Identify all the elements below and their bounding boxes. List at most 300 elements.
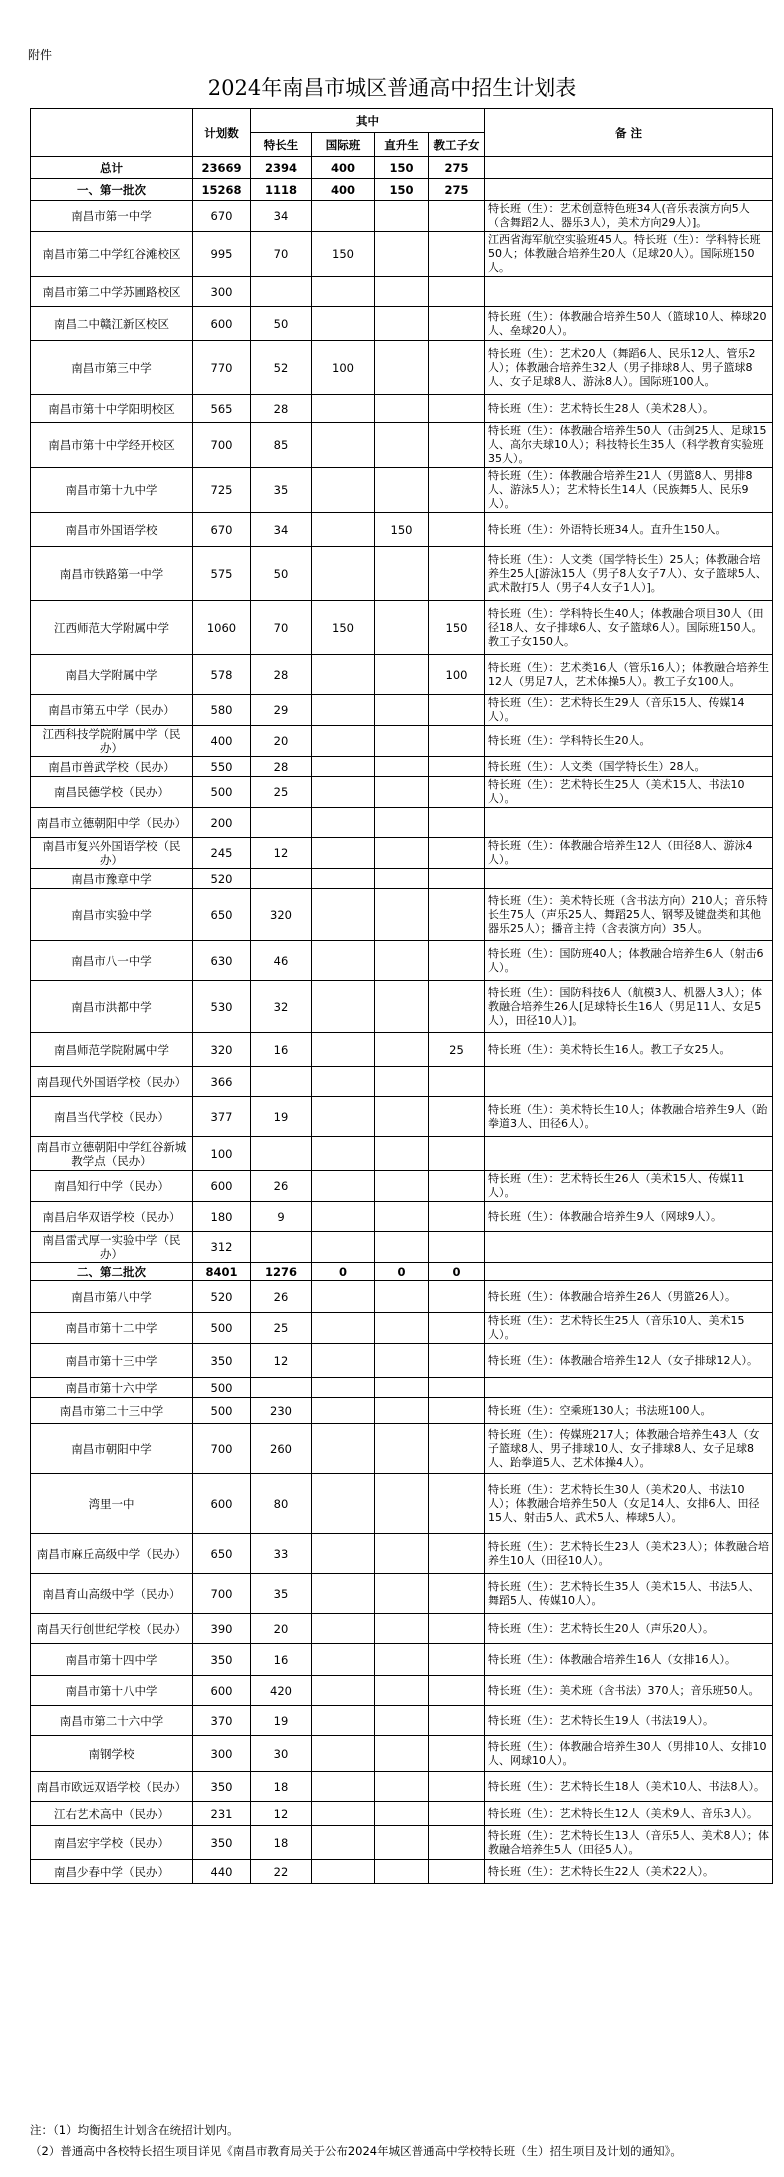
remark-cell: 特长班（生）：体教融合培养生12人（女子排球12人）。 — [485, 1344, 773, 1378]
table-row — [31, 1398, 773, 1424]
special-cell: 20 — [251, 726, 312, 757]
special-cell — [251, 869, 312, 889]
special-cell: 34 — [251, 201, 312, 232]
special-cell: 18 — [251, 1826, 312, 1860]
intl-cell: 0 — [312, 1263, 375, 1281]
school-name-cell: 江西科技学院附属中学（民办） — [31, 726, 193, 757]
direct-cell — [375, 423, 429, 468]
direct-cell — [375, 695, 429, 726]
school-name-cell: 南昌师范学院附属中学 — [31, 1033, 193, 1067]
direct-cell — [375, 1860, 429, 1884]
direct-cell — [375, 1137, 429, 1171]
remark-cell — [485, 1067, 773, 1097]
direct-cell — [375, 981, 429, 1033]
direct-cell — [375, 395, 429, 423]
intl-cell — [312, 757, 375, 777]
direct-cell — [375, 341, 429, 395]
plan-cell: 350 — [193, 1644, 251, 1676]
table-row — [31, 838, 773, 869]
school-name-cell: 南昌市第二中学苏圃路校区 — [31, 277, 193, 307]
plan-cell: 23669 — [193, 157, 251, 179]
worker-cell — [429, 1736, 485, 1772]
special-cell — [251, 1232, 312, 1263]
header-plan: 计划数 — [193, 109, 251, 157]
intl-cell — [312, 513, 375, 547]
direct-cell — [375, 1344, 429, 1378]
direct-cell — [375, 1644, 429, 1676]
worker-cell — [429, 1826, 485, 1860]
remark-cell: 特长班（生）：艺术特长生35人（美术15人、书法5人、舞蹈5人、传媒10人）。 — [485, 1574, 773, 1614]
direct-cell — [375, 201, 429, 232]
worker-cell — [429, 1398, 485, 1424]
intl-cell — [312, 468, 375, 513]
school-name-cell: 南昌天行创世纪学校（民办） — [31, 1614, 193, 1644]
worker-cell — [429, 808, 485, 838]
special-cell — [251, 1137, 312, 1171]
direct-cell — [375, 1281, 429, 1313]
intl-cell — [312, 1736, 375, 1772]
direct-cell — [375, 757, 429, 777]
special-cell: 9 — [251, 1202, 312, 1232]
special-cell: 26 — [251, 1171, 312, 1202]
special-cell: 22 — [251, 1860, 312, 1884]
direct-cell — [375, 1676, 429, 1706]
remark-cell: 特长班（生）：艺术特长生28人（美术28人）。 — [485, 395, 773, 423]
direct-cell: 0 — [375, 1263, 429, 1281]
special-cell: 46 — [251, 941, 312, 981]
page-title: 2024年南昌市城区普通高中招生计划表 — [207, 76, 577, 100]
special-cell: 18 — [251, 1772, 312, 1802]
intl-cell — [312, 1067, 375, 1097]
batch-row — [31, 179, 773, 201]
school-name-cell: 南昌市第十九中学 — [31, 468, 193, 513]
school-name-cell: 南昌雷式厚一实验中学（民办） — [31, 1232, 193, 1263]
direct-cell — [375, 1171, 429, 1202]
direct-cell — [375, 777, 429, 808]
school-name-cell: 南昌市朝阳中学 — [31, 1424, 193, 1474]
table-row — [31, 395, 773, 423]
special-cell: 28 — [251, 395, 312, 423]
footnote-2: （2）普通高中各校特长招生项目详见《南昌市教育局关于公布2024年城区普通高中学校特长班（生）招生项目及计划的通知》。 — [30, 2144, 682, 2158]
plan-cell: 600 — [193, 1676, 251, 1706]
worker-cell — [429, 777, 485, 808]
table-row — [31, 601, 773, 655]
special-cell: 320 — [251, 889, 312, 941]
direct-cell — [375, 468, 429, 513]
worker-cell: 150 — [429, 601, 485, 655]
plan-cell: 440 — [193, 1860, 251, 1884]
remark-cell: 特长班（生）：学科特长生40人；体教融合项目30人（田径18人、女子排球6人、女子篮球6人）。国际班150人。教工子女150人。 — [485, 601, 773, 655]
worker-cell — [429, 1614, 485, 1644]
school-name-cell: 南昌现代外国语学校（民办） — [31, 1067, 193, 1097]
intl-cell — [312, 547, 375, 601]
school-name-cell: 南昌市第一中学 — [31, 201, 193, 232]
plan-cell: 725 — [193, 468, 251, 513]
intl-cell — [312, 1378, 375, 1398]
special-cell: 80 — [251, 1474, 312, 1534]
intl-cell — [312, 655, 375, 695]
remark-cell — [485, 1232, 773, 1263]
special-cell: 420 — [251, 1676, 312, 1706]
table-row — [31, 1802, 773, 1826]
remark-cell: 特长班（生）：艺术特长生18人（美术10人、书法8人）。 — [485, 1772, 773, 1802]
worker-cell — [429, 1860, 485, 1884]
direct-cell — [375, 1736, 429, 1772]
school-name-cell: 南昌市第二十六中学 — [31, 1706, 193, 1736]
plan-cell: 700 — [193, 1574, 251, 1614]
remark-cell: 特长班（生）：国防科技6人（航模3人、机器人3人）；体教融合培养生26人[足球特长生16人（男足11人、女足5人），田径10人）]。 — [485, 981, 773, 1033]
intl-cell — [312, 1644, 375, 1676]
special-cell: 70 — [251, 232, 312, 277]
special-cell: 28 — [251, 655, 312, 695]
worker-cell — [429, 981, 485, 1033]
intl-cell — [312, 307, 375, 341]
plan-cell: 995 — [193, 232, 251, 277]
plan-cell: 312 — [193, 1232, 251, 1263]
worker-cell — [429, 1067, 485, 1097]
school-name-cell: 南昌市第五中学（民办） — [31, 695, 193, 726]
school-name-cell: 南昌市第十二中学 — [31, 1313, 193, 1344]
plan-cell: 565 — [193, 395, 251, 423]
remark-cell — [485, 1378, 773, 1398]
school-name-cell: 南昌市第十中学阳明校区 — [31, 395, 193, 423]
worker-cell — [429, 889, 485, 941]
table-row — [31, 232, 773, 277]
direct-cell: 150 — [375, 157, 429, 179]
worker-cell — [429, 1344, 485, 1378]
table-row — [31, 1614, 773, 1644]
table-row — [31, 941, 773, 981]
header-intl: 国际班 — [312, 133, 375, 157]
plan-cell: 600 — [193, 1171, 251, 1202]
remark-cell: 特长班（生）：艺术特长生13人（音乐5人、美术8人）；体教融合培养生5人（田径5人）。 — [485, 1826, 773, 1860]
plan-cell: 500 — [193, 1378, 251, 1398]
direct-cell — [375, 277, 429, 307]
plan-cell: 8401 — [193, 1263, 251, 1281]
special-cell: 52 — [251, 341, 312, 395]
remark-cell: 特长班（生）：美术班（含书法）370人；音乐班50人。 — [485, 1676, 773, 1706]
header-school — [31, 109, 193, 157]
table-row — [31, 1534, 773, 1574]
worker-cell — [429, 201, 485, 232]
table-row — [31, 307, 773, 341]
intl-cell — [312, 1826, 375, 1860]
remark-cell: 特长班（生）：体教融合培养生26人（男篮26人）。 — [485, 1281, 773, 1313]
school-name-cell: 南昌市豫章中学 — [31, 869, 193, 889]
plan-cell: 550 — [193, 757, 251, 777]
intl-cell: 150 — [312, 601, 375, 655]
special-cell: 1276 — [251, 1263, 312, 1281]
intl-cell — [312, 1772, 375, 1802]
table-row — [31, 695, 773, 726]
plan-cell: 630 — [193, 941, 251, 981]
intl-cell — [312, 869, 375, 889]
table-row — [31, 277, 773, 307]
table-row — [31, 808, 773, 838]
intl-cell — [312, 201, 375, 232]
plan-cell: 300 — [193, 277, 251, 307]
special-cell: 16 — [251, 1644, 312, 1676]
school-name-cell: 南昌启华双语学校（民办） — [31, 1202, 193, 1232]
intl-cell — [312, 889, 375, 941]
school-name-cell: 南昌市第十六中学 — [31, 1378, 193, 1398]
plan-cell: 770 — [193, 341, 251, 395]
direct-cell — [375, 1424, 429, 1474]
plan-cell: 390 — [193, 1614, 251, 1644]
special-cell: 12 — [251, 1344, 312, 1378]
worker-cell — [429, 1772, 485, 1802]
special-cell — [251, 277, 312, 307]
table-row — [31, 1644, 773, 1676]
worker-cell — [429, 1137, 485, 1171]
special-cell — [251, 808, 312, 838]
school-name-cell: 南昌市欧远双语学校（民办） — [31, 1772, 193, 1802]
direct-cell — [375, 1574, 429, 1614]
worker-cell — [429, 1474, 485, 1534]
table-row — [31, 1424, 773, 1474]
table-row — [31, 1378, 773, 1398]
worker-cell: 100 — [429, 655, 485, 695]
special-cell: 25 — [251, 777, 312, 808]
intl-cell — [312, 1398, 375, 1424]
table-row — [31, 1171, 773, 1202]
plan-cell: 500 — [193, 777, 251, 808]
worker-cell — [429, 1534, 485, 1574]
special-cell: 12 — [251, 838, 312, 869]
intl-cell: 400 — [312, 179, 375, 201]
direct-cell — [375, 869, 429, 889]
special-cell: 26 — [251, 1281, 312, 1313]
batch-row — [31, 1263, 773, 1281]
worker-cell — [429, 1644, 485, 1676]
remark-cell: 特长班（生）：艺术特长生30人（美术20人、书法10人）；体教融合培养生50人（女足14人、女排6人、田径15人、射击5人、武术5人、棒球5人）。 — [485, 1474, 773, 1534]
intl-cell — [312, 838, 375, 869]
table-row — [31, 981, 773, 1033]
school-name-cell: 南昌市麻丘高级中学（民办） — [31, 1534, 193, 1574]
remark-cell: 特长班（生）：美术特长班（含书法方向）210人；音乐特长生75人（声乐25人、舞蹈25人、钢琴及键盘类和其他器乐25人）；播音主持（含表演方向）35人。 — [485, 889, 773, 941]
special-cell: 33 — [251, 1534, 312, 1574]
plan-cell: 200 — [193, 808, 251, 838]
intl-cell — [312, 1802, 375, 1826]
intl-cell — [312, 695, 375, 726]
direct-cell — [375, 655, 429, 695]
school-name-cell: 南昌市实验中学 — [31, 889, 193, 941]
direct-cell: 150 — [375, 513, 429, 547]
intl-cell — [312, 1097, 375, 1137]
worker-cell — [429, 1378, 485, 1398]
direct-cell — [375, 307, 429, 341]
table-row — [31, 468, 773, 513]
remark-cell: 特长班（生）：体教融合培养生12人（田径8人、游泳4人）。 — [485, 838, 773, 869]
direct-cell — [375, 1033, 429, 1067]
worker-cell — [429, 277, 485, 307]
intl-cell — [312, 1313, 375, 1344]
school-name-cell: 南昌民德学校（民办） — [31, 777, 193, 808]
plan-cell: 370 — [193, 1706, 251, 1736]
direct-cell — [375, 1826, 429, 1860]
plan-cell: 366 — [193, 1067, 251, 1097]
total-row — [31, 157, 773, 179]
remark-cell: 特长班（生）：体教融合培养生21人（男篮8人、男排8人、游泳5人）；艺术特长生14人（民族舞5人、民乐9人）。 — [485, 468, 773, 513]
intl-cell — [312, 1534, 375, 1574]
intl-cell — [312, 395, 375, 423]
direct-cell — [375, 1772, 429, 1802]
footnote-1: 注：（1）均衡招生计划含在统招计划内。 — [30, 2123, 239, 2137]
table-row — [31, 777, 773, 808]
worker-cell — [429, 941, 485, 981]
remark-cell: 特长班（生）：艺术特长生20人（声乐20人）。 — [485, 1614, 773, 1644]
direct-cell — [375, 941, 429, 981]
plan-cell: 670 — [193, 513, 251, 547]
attachment-label: 附件 — [28, 48, 53, 62]
worker-cell — [429, 695, 485, 726]
worker-cell — [429, 1171, 485, 1202]
worker-cell — [429, 1424, 485, 1474]
school-name-cell: 南钢学校 — [31, 1736, 193, 1772]
plan-cell: 520 — [193, 1281, 251, 1313]
plan-cell: 670 — [193, 201, 251, 232]
table-row — [31, 1202, 773, 1232]
worker-cell — [429, 1706, 485, 1736]
header-special: 特长生 — [251, 133, 312, 157]
plan-cell: 100 — [193, 1137, 251, 1171]
school-name-cell: 南昌宏宇学校（民办） — [31, 1826, 193, 1860]
header-direct: 直升生 — [375, 133, 429, 157]
remark-cell: 特长班（生）：艺术特长生29人（音乐15人、传媒14人）。 — [485, 695, 773, 726]
intl-cell — [312, 1860, 375, 1884]
school-name-cell: 南昌市外国语学校 — [31, 513, 193, 547]
plan-cell: 180 — [193, 1202, 251, 1232]
plan-cell: 580 — [193, 695, 251, 726]
table-row — [31, 423, 773, 468]
school-name-cell: 南昌市立德朝阳中学红谷新城教学点（民办） — [31, 1137, 193, 1171]
remark-cell: 特长班（生）：体教融合培养生9人（网球9人）。 — [485, 1202, 773, 1232]
special-cell: 25 — [251, 1313, 312, 1344]
table-row — [31, 1736, 773, 1772]
school-name-cell: 总计 — [31, 157, 193, 179]
intl-cell — [312, 1033, 375, 1067]
worker-cell — [429, 1232, 485, 1263]
table-row — [31, 201, 773, 232]
worker-cell — [429, 423, 485, 468]
direct-cell — [375, 1802, 429, 1826]
plan-cell: 650 — [193, 1534, 251, 1574]
header-worker: 教工子女 — [429, 133, 485, 157]
remark-cell: 特长班（生）：人文类（国学特长生）28人。 — [485, 757, 773, 777]
table-row — [31, 1097, 773, 1137]
table-row — [31, 1474, 773, 1534]
plan-cell: 575 — [193, 547, 251, 601]
plan-cell: 500 — [193, 1398, 251, 1424]
table-row — [31, 1232, 773, 1263]
school-name-cell: 湾里一中 — [31, 1474, 193, 1534]
remark-cell: 特长班（生）：美术特长生10人；体教融合培养生9人（跆拳道3人、田径6人）。 — [485, 1097, 773, 1137]
remark-cell: 特长班（生）：空乘班130人；书法班100人。 — [485, 1398, 773, 1424]
table-row — [31, 341, 773, 395]
direct-cell: 150 — [375, 179, 429, 201]
intl-cell: 100 — [312, 341, 375, 395]
intl-cell — [312, 1171, 375, 1202]
worker-cell — [429, 1097, 485, 1137]
remark-cell: 特长班（生）：艺术特长生26人（美术15人、传媒11人）。 — [485, 1171, 773, 1202]
intl-cell — [312, 726, 375, 757]
intl-cell — [312, 1281, 375, 1313]
worker-cell — [429, 1676, 485, 1706]
header-remark: 备 注 — [485, 109, 773, 157]
intl-cell — [312, 1137, 375, 1171]
remark-cell — [485, 1263, 773, 1281]
table-row — [31, 1137, 773, 1171]
remark-cell: 特长班（生）：艺术特长生25人（美术15人、书法10人）。 — [485, 777, 773, 808]
remark-cell: 特长班（生）：艺术特长生12人（美术9人、音乐3人）。 — [485, 1802, 773, 1826]
direct-cell — [375, 1232, 429, 1263]
remark-cell: 特长班（生）：美术特长生16人。教工子女25人。 — [485, 1033, 773, 1067]
direct-cell — [375, 1097, 429, 1137]
direct-cell — [375, 232, 429, 277]
school-name-cell: 江右艺术高中（民办） — [31, 1802, 193, 1826]
worker-cell — [429, 232, 485, 277]
direct-cell — [375, 1067, 429, 1097]
remark-cell: 特长班（生）：外语特长班34人。直升生150人。 — [485, 513, 773, 547]
plan-cell: 520 — [193, 869, 251, 889]
remark-cell: 特长班（生）：艺术类16人（管乐16人）；体教融合培养生12人（男足7人，艺术体操5人）。教工子女100人。 — [485, 655, 773, 695]
worker-cell — [429, 1313, 485, 1344]
direct-cell — [375, 726, 429, 757]
remark-cell: 特长班（生）：艺术20人（舞蹈6人、民乐12人、管乐2人）；体教融合培养生32人（男子排球8人、男子篮球8人、女子足球8人、游泳8人）。国际班100人。 — [485, 341, 773, 395]
school-name-cell: 南昌市八一中学 — [31, 941, 193, 981]
table-row — [31, 1281, 773, 1313]
plan-cell: 650 — [193, 889, 251, 941]
special-cell: 50 — [251, 547, 312, 601]
worker-cell — [429, 341, 485, 395]
remark-cell — [485, 277, 773, 307]
school-name-cell: 南昌市兽武学校（民办） — [31, 757, 193, 777]
worker-cell — [429, 1574, 485, 1614]
school-name-cell: 南昌育山高级中学（民办） — [31, 1574, 193, 1614]
table-row — [31, 1826, 773, 1860]
direct-cell — [375, 1378, 429, 1398]
plan-cell: 600 — [193, 1474, 251, 1534]
direct-cell — [375, 1202, 429, 1232]
worker-cell — [429, 838, 485, 869]
worker-cell: 25 — [429, 1033, 485, 1067]
special-cell: 20 — [251, 1614, 312, 1644]
plan-cell: 400 — [193, 726, 251, 757]
plan-cell: 700 — [193, 423, 251, 468]
remark-cell: 特长班（生）：传媒班217人；体教融合培养生43人（女子篮球8人、男子排球10人、女子排球8人、女子足球8人、跆拳道5人、艺术体操4人）。 — [485, 1424, 773, 1474]
school-name-cell: 二、第二批次 — [31, 1263, 193, 1281]
school-name-cell: 南昌市第八中学 — [31, 1281, 193, 1313]
direct-cell — [375, 838, 429, 869]
plan-cell: 350 — [193, 1826, 251, 1860]
school-name-cell: 南昌市复兴外国语学校（民办） — [31, 838, 193, 869]
direct-cell — [375, 1706, 429, 1736]
intl-cell — [312, 423, 375, 468]
direct-cell — [375, 1398, 429, 1424]
intl-cell: 400 — [312, 157, 375, 179]
plan-cell: 377 — [193, 1097, 251, 1137]
worker-cell — [429, 1202, 485, 1232]
intl-cell — [312, 808, 375, 838]
special-cell: 70 — [251, 601, 312, 655]
school-name-cell: 南昌大学附属中学 — [31, 655, 193, 695]
direct-cell — [375, 1534, 429, 1574]
intl-cell — [312, 1344, 375, 1378]
remark-cell: 特长班（生）：艺术特长生19人（书法19人）。 — [485, 1706, 773, 1736]
special-cell: 1118 — [251, 179, 312, 201]
worker-cell: 275 — [429, 179, 485, 201]
worker-cell — [429, 1281, 485, 1313]
